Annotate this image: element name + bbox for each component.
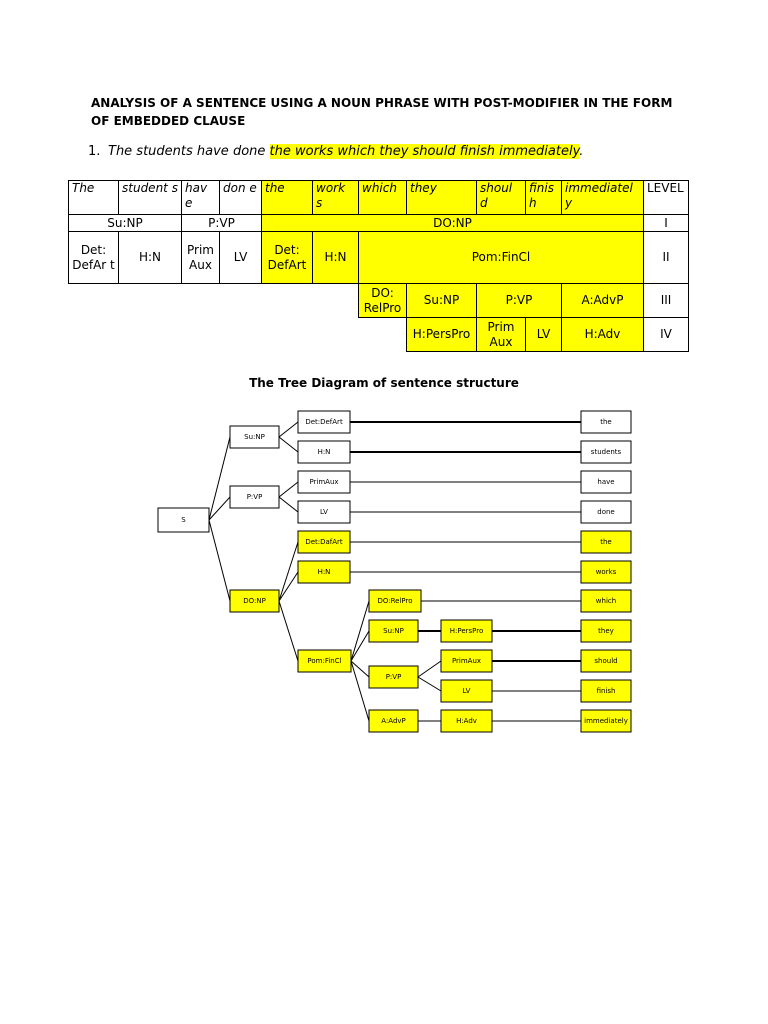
cell-a-advp: A:AdvP bbox=[562, 284, 644, 318]
cell-h-n: H:N bbox=[119, 232, 182, 284]
svg-text:PrimAux: PrimAux bbox=[309, 478, 339, 486]
svg-text:Det:DefArt: Det:DefArt bbox=[305, 418, 343, 426]
tree-node-det-dafart bbox=[298, 531, 350, 553]
edge bbox=[279, 601, 298, 661]
cell-p-vp-2: P:VP bbox=[477, 284, 562, 318]
svg-text:they: they bbox=[598, 627, 614, 635]
word-cell: don e bbox=[220, 181, 262, 215]
tree-leaf bbox=[581, 531, 631, 553]
level-cell: II bbox=[644, 232, 689, 284]
sentence-highlighted: the works which they should finish immediately bbox=[269, 144, 580, 159]
edge bbox=[279, 542, 298, 601]
tree-node-p-vp-2 bbox=[369, 666, 418, 688]
svg-text:the: the bbox=[600, 418, 612, 426]
tree-leaf bbox=[581, 561, 631, 583]
tree-node-primaux-2 bbox=[441, 650, 492, 672]
word-cell: work s bbox=[313, 181, 359, 215]
level-cell: I bbox=[644, 215, 689, 232]
svg-text:Su:NP: Su:NP bbox=[244, 433, 265, 441]
edge bbox=[279, 422, 298, 437]
cell-prim-aux-2: Prim Aux bbox=[477, 318, 526, 352]
page-heading: ANALYSIS OF A SENTENCE USING A NOUN PHRASE WITH POST-MODIFIER IN THE FORM OF EMBEDDED CLAUSE bbox=[91, 96, 673, 128]
tree-leaf bbox=[581, 501, 631, 523]
svg-text:students: students bbox=[590, 448, 622, 456]
tree-leaf bbox=[581, 441, 631, 463]
svg-text:H:Adv: H:Adv bbox=[456, 717, 477, 725]
svg-text:Su:NP: Su:NP bbox=[383, 627, 404, 635]
tree-leaf bbox=[581, 620, 631, 642]
edge bbox=[279, 497, 298, 512]
svg-text:which: which bbox=[595, 597, 617, 605]
svg-text:S: S bbox=[181, 516, 186, 524]
tree-title: The Tree Diagram of sentence structure bbox=[249, 376, 519, 390]
tree-node-primaux bbox=[298, 471, 350, 493]
cell-det-defart: Det: DefAr t bbox=[69, 232, 119, 284]
word-cell: student s bbox=[119, 181, 182, 215]
edge bbox=[351, 631, 369, 661]
tree-leaf bbox=[581, 590, 631, 612]
edge bbox=[209, 520, 230, 601]
tree-node-su-np-2 bbox=[369, 620, 418, 642]
tree-leaf bbox=[581, 650, 631, 672]
word-cell: the bbox=[262, 181, 313, 215]
tree-node-lv-2 bbox=[441, 680, 492, 702]
cell-su-np: Su:NP bbox=[69, 215, 182, 232]
sentence-end: . bbox=[579, 144, 584, 159]
cell-do-np: DO:NP bbox=[262, 215, 644, 232]
svg-text:have: have bbox=[597, 478, 615, 486]
edge bbox=[351, 661, 369, 721]
word-cell: hav e bbox=[182, 181, 220, 215]
word-cell: The bbox=[69, 181, 119, 215]
tree-leaf bbox=[581, 471, 631, 493]
level-cell: IV bbox=[644, 318, 689, 352]
svg-text:H:N: H:N bbox=[317, 568, 331, 576]
word-cell: shoul d bbox=[477, 181, 526, 215]
cell-lv-2: LV bbox=[526, 318, 562, 352]
tree-node-a-advp bbox=[369, 710, 418, 732]
svg-text:LV: LV bbox=[462, 687, 471, 695]
edge bbox=[351, 601, 369, 661]
cell-h-perspro: H:PersPro bbox=[407, 318, 477, 352]
cell-prim-aux: Prim Aux bbox=[182, 232, 220, 284]
tree-leaf bbox=[581, 680, 631, 702]
edge bbox=[418, 661, 441, 677]
tree-node-pom-fincl bbox=[298, 650, 351, 672]
word-cell: they bbox=[407, 181, 477, 215]
svg-text:should: should bbox=[594, 657, 618, 665]
edge bbox=[279, 437, 298, 452]
svg-text:Det:DafArt: Det:DafArt bbox=[305, 538, 343, 546]
level-cell: III bbox=[644, 284, 689, 318]
svg-text:LV: LV bbox=[320, 508, 328, 516]
tree-node-det-defart bbox=[298, 411, 350, 433]
tree-node-h-n-2 bbox=[298, 561, 350, 583]
edge bbox=[418, 677, 441, 691]
svg-text:PrimAux: PrimAux bbox=[451, 657, 482, 665]
tree-leaf bbox=[581, 710, 631, 732]
tree-node-h-perspro bbox=[441, 620, 492, 642]
svg-text:P:VP: P:VP bbox=[246, 493, 263, 501]
cell-h-n-2: H:N bbox=[313, 232, 359, 284]
tree-node-h-n bbox=[298, 441, 350, 463]
svg-text:H:N: H:N bbox=[317, 448, 331, 456]
tree-node-s bbox=[158, 508, 209, 532]
svg-text:immediately: immediately bbox=[584, 717, 628, 725]
cell-h-adv: H:Adv bbox=[562, 318, 644, 352]
svg-text:H:PersPro: H:PersPro bbox=[449, 627, 484, 635]
edge bbox=[209, 437, 230, 520]
cell-p-vp: P:VP bbox=[182, 215, 262, 232]
cell-lv: LV bbox=[220, 232, 262, 284]
edge bbox=[279, 572, 298, 601]
cell-su-np-2: Su:NP bbox=[407, 284, 477, 318]
svg-text:the: the bbox=[600, 538, 612, 546]
tree-node-lv bbox=[298, 501, 350, 523]
sentence-plain: The students have done bbox=[108, 144, 270, 159]
svg-text:A:AdvP: A:AdvP bbox=[381, 717, 406, 725]
word-cell: which bbox=[359, 181, 407, 215]
svg-text:finish: finish bbox=[596, 687, 616, 695]
tree-node-su-np bbox=[230, 426, 279, 448]
tree-node-do-np bbox=[230, 590, 279, 612]
word-cell: immediatel y bbox=[562, 181, 644, 215]
cell-pom-fincl: Pom:FinCl bbox=[359, 232, 644, 284]
level-header: LEVEL bbox=[644, 181, 689, 215]
edge bbox=[279, 482, 298, 497]
tree-leaf bbox=[581, 411, 631, 433]
svg-text:works: works bbox=[595, 568, 617, 576]
svg-text:DO:NP: DO:NP bbox=[243, 597, 266, 605]
sentence-number: 1. bbox=[88, 144, 101, 159]
tree-node-p-vp bbox=[230, 486, 279, 508]
svg-text:DO:RelPro: DO:RelPro bbox=[377, 597, 413, 605]
tree-node-h-adv bbox=[441, 710, 492, 732]
svg-text:done: done bbox=[597, 508, 615, 516]
svg-text:Pom:FinCl: Pom:FinCl bbox=[307, 657, 342, 665]
cell-do-relpro: DO: RelPro bbox=[359, 284, 407, 318]
tree-node-do-relpro bbox=[369, 590, 421, 612]
cell-det-defart-2: Det: DefArt bbox=[262, 232, 313, 284]
svg-text:P:VP: P:VP bbox=[385, 673, 402, 681]
word-cell: finis h bbox=[526, 181, 562, 215]
